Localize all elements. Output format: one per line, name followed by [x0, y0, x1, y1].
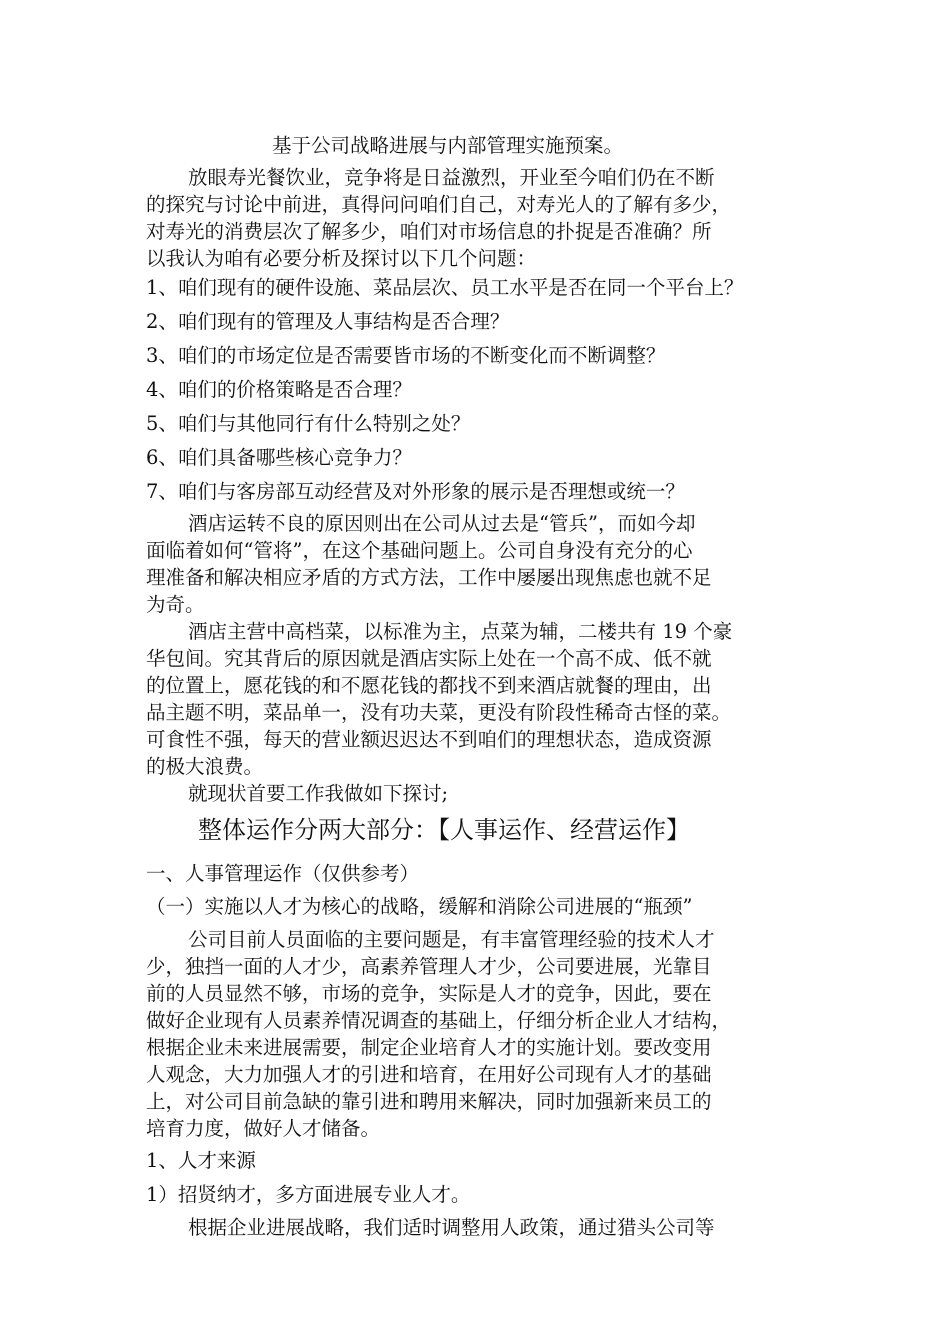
question-item: 3、咱们的市场定位是否需要皆市场的不断变化而不断调整？ — [146, 344, 666, 367]
paragraph-line: 培育力度，做好人才储备。 — [146, 1117, 381, 1140]
question-item: 7、咱们与客房部互动经营及对外形象的展示是否理想或统一？ — [146, 480, 685, 503]
question-item: 5、咱们与其他同行有什么特别之处？ — [146, 412, 471, 435]
paragraph-line: 的极大浪费。 — [146, 755, 264, 778]
subsection-heading: （一）实施以人才为核心的战略，缓解和消除公司进展的“瓶颈” — [146, 895, 693, 918]
intro-line: 以我认为咱有必要分析及探讨以下几个问题： — [146, 247, 537, 270]
paragraph-line: 华包间。究其背后的原因就是酒店实际上处在一个高不成、低不就 — [146, 647, 712, 670]
paragraph-line: 酒店主营中高档菜，以标准为主，点菜为辅，二楼共有 19 个豪 — [188, 620, 733, 643]
list-heading: 1、人才来源 — [146, 1149, 256, 1172]
paragraph-line: 公司目前人员面临的主要问题是，有丰富管理经验的技术人才 — [188, 928, 715, 951]
paragraph-line: 人观念，大力加强人才的引进和培育，在用好公司现有人才的基础 — [146, 1063, 712, 1086]
paragraph-line: 的位置上，愿花钱的和不愿花钱的都找不到来酒店就餐的理由，出 — [146, 674, 712, 697]
paragraph-line: 品主题不明，菜品单一，没有功夫菜，更没有阶段性稀奇古怪的菜。 — [146, 701, 732, 724]
list-subheading: 1）招贤纳才，多方面进展专业人才。 — [146, 1183, 471, 1206]
document-title: 基于公司战略进展与内部管理实施预案。 — [272, 134, 624, 157]
intro-line: 对寿光的消费层次了解多少，咱们对市场信息的扑捉是否准确？所 — [146, 220, 712, 243]
paragraph-line: 理准备和解决相应矛盾的方式方法，工作中屡屡出现焦虑也就不足 — [146, 566, 712, 589]
main-heading: 整体运作分两大部分：【人事运作、经营运作】 — [198, 816, 690, 844]
question-item: 4、咱们的价格策略是否合理？ — [146, 378, 412, 401]
paragraph-line: 就现状首要工作我做如下探讨; — [188, 782, 449, 805]
intro-line: 放眼寿光餐饮业，竞争将是日益激烈，开业至今咱们仍在不断 — [188, 166, 715, 189]
paragraph-line: 酒店运转不良的原因则出在公司从过去是“管兵”，而如今却 — [188, 512, 696, 535]
section-heading: 一、人事管理运作（仅供参考） — [146, 862, 420, 885]
paragraph-line: 上，对公司目前急缺的靠引进和聘用来解决，同时加强新来员工的 — [146, 1090, 712, 1113]
paragraph-line: 面临着如何“管将”，在这个基础问题上。公司自身没有充分的心 — [146, 539, 693, 562]
paragraph-line: 做好企业现有人员素养情况调查的基础上，仔细分析企业人才结构， — [146, 1009, 732, 1032]
paragraph-line: 根据企业进展战略，我们适时调整用人政策，通过猎头公司等 — [188, 1216, 715, 1239]
paragraph-line: 根据企业未来进展需要，制定企业培育人才的实施计划。要改变用 — [146, 1036, 712, 1059]
paragraph-line: 可食性不强，每天的营业额迟迟达不到咱们的理想状态，造成资源 — [146, 728, 712, 751]
question-item: 1、咱们现有的硬件设施、菜品层次、员工水平是否在同一个平台上？ — [146, 276, 744, 299]
paragraph-line: 前的人员显然不够，市场的竞争，实际是人才的竞争，因此，要在 — [146, 982, 712, 1005]
paragraph-line: 为奇。 — [146, 593, 205, 616]
question-item: 2、咱们现有的管理及人事结构是否合理？ — [146, 310, 510, 333]
intro-line: 的探究与讨论中前进，真得问问咱们自己，对寿光人的了解有多少， — [146, 193, 732, 216]
paragraph-line: 少，独挡一面的人才少，高素养管理人才少，公司要进展，光靠目 — [146, 955, 712, 978]
question-item: 6、咱们具备哪些核心竞争力？ — [146, 446, 412, 469]
